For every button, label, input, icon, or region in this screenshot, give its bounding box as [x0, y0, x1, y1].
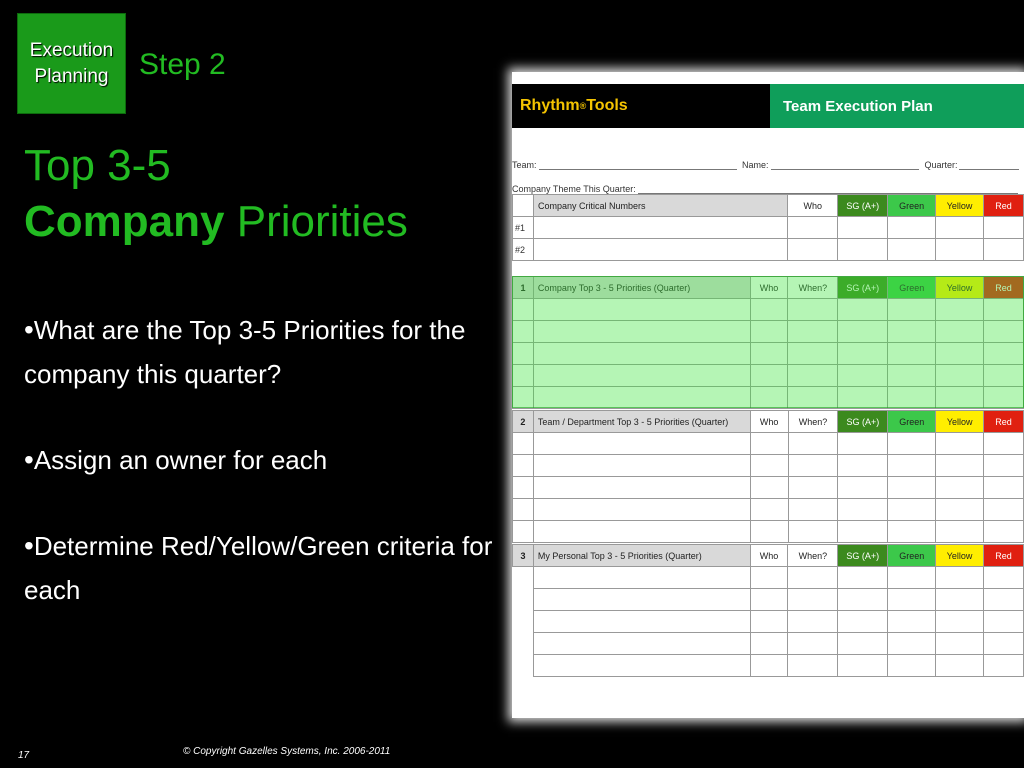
bullet-text: Assign an owner for each — [33, 445, 328, 475]
plan-title: Team Execution Plan — [770, 84, 1024, 128]
section-number: 3 — [513, 545, 534, 567]
quarter-line — [959, 160, 1019, 170]
bullet-item — [24, 438, 524, 482]
col-sg: SG (A+) — [838, 545, 888, 567]
title-bold-word: Company — [24, 197, 225, 246]
brand-suffix: Tools — [586, 97, 628, 114]
critical-header: Company Critical Numbers — [533, 195, 787, 217]
col-when: When? — [788, 545, 838, 567]
team-label: Team: — [512, 160, 537, 170]
col-when: When? — [788, 277, 838, 299]
col-when: When? — [788, 411, 838, 433]
col-red: Red — [984, 195, 1024, 217]
title-line-1: Top 3-5 — [24, 141, 171, 190]
personal-priorities-table — [512, 544, 1024, 677]
bullet-icon: • — [24, 530, 34, 561]
bullet-text: What are the Top 3-5 Priorities for the company this quarter? — [24, 315, 466, 389]
bullet-text: Determine Red/Yellow/Green criteria for each — [24, 531, 493, 605]
bullet-icon: • — [24, 444, 34, 475]
col-sg: SG (A+) — [838, 195, 888, 217]
brand-logo — [512, 84, 770, 128]
section-header: My Personal Top 3 - 5 Priorities (Quarter) — [533, 545, 750, 567]
theme-line — [638, 184, 1018, 194]
company-priorities-table — [512, 276, 1024, 409]
col-green: Green — [888, 411, 936, 433]
badge-line-2: Planning — [34, 65, 109, 87]
col-red: Red — [984, 545, 1024, 567]
section-header: Team / Department Top 3 - 5 Priorities (Quarter) — [533, 411, 750, 433]
row-label: #2 — [513, 239, 534, 261]
col-who: Who — [750, 277, 788, 299]
name-label: Name: — [742, 160, 769, 170]
bullet-item — [24, 308, 524, 396]
col-yellow: Yellow — [936, 195, 984, 217]
row-label: #1 — [513, 217, 534, 239]
execution-plan-form-image — [512, 72, 1024, 718]
col-yellow: Yellow — [936, 277, 984, 299]
name-line — [771, 160, 920, 170]
col-who: Who — [750, 545, 788, 567]
col-green: Green — [888, 195, 936, 217]
section-number: 1 — [513, 277, 534, 299]
section-number: 2 — [513, 411, 534, 433]
col-yellow: Yellow — [936, 545, 984, 567]
registered-mark: ® — [579, 101, 587, 111]
col-who: Who — [750, 411, 788, 433]
critical-numbers-table — [512, 194, 1024, 261]
team-line — [539, 160, 738, 170]
step-label: Step 2 — [139, 48, 226, 81]
bullet-item — [24, 524, 524, 612]
title-line-2 — [24, 194, 408, 250]
bullet-icon: • — [24, 314, 34, 345]
slide-title — [24, 138, 408, 250]
col-sg: SG (A+) — [838, 411, 888, 433]
team-priorities-table — [512, 410, 1024, 543]
col-yellow: Yellow — [936, 411, 984, 433]
field-row — [512, 146, 1024, 170]
badge-line-1: Execution — [29, 39, 114, 61]
form-header — [512, 84, 1024, 128]
form-fields — [512, 146, 1024, 194]
copyright-notice: © Copyright Gazelles Systems, Inc. 2006-2011 — [183, 746, 391, 757]
page-number: 17 — [18, 750, 30, 761]
title-rest: Priorities — [236, 197, 408, 246]
quarter-label: Quarter: — [924, 160, 958, 170]
execution-planning-badge — [17, 13, 126, 114]
col-red: Red — [984, 411, 1024, 433]
col-green: Green — [888, 545, 936, 567]
col-who: Who — [788, 195, 838, 217]
section-header: Company Top 3 - 5 Priorities (Quarter) — [533, 277, 750, 299]
bullet-list — [24, 308, 524, 654]
theme-label: Company Theme This Quarter: — [512, 184, 636, 194]
col-green: Green — [888, 277, 936, 299]
col-sg: SG (A+) — [838, 277, 888, 299]
table-cell — [513, 195, 534, 217]
field-row — [512, 170, 1024, 194]
brand-name: Rhythm — [520, 97, 580, 114]
col-red: Red — [984, 277, 1024, 299]
